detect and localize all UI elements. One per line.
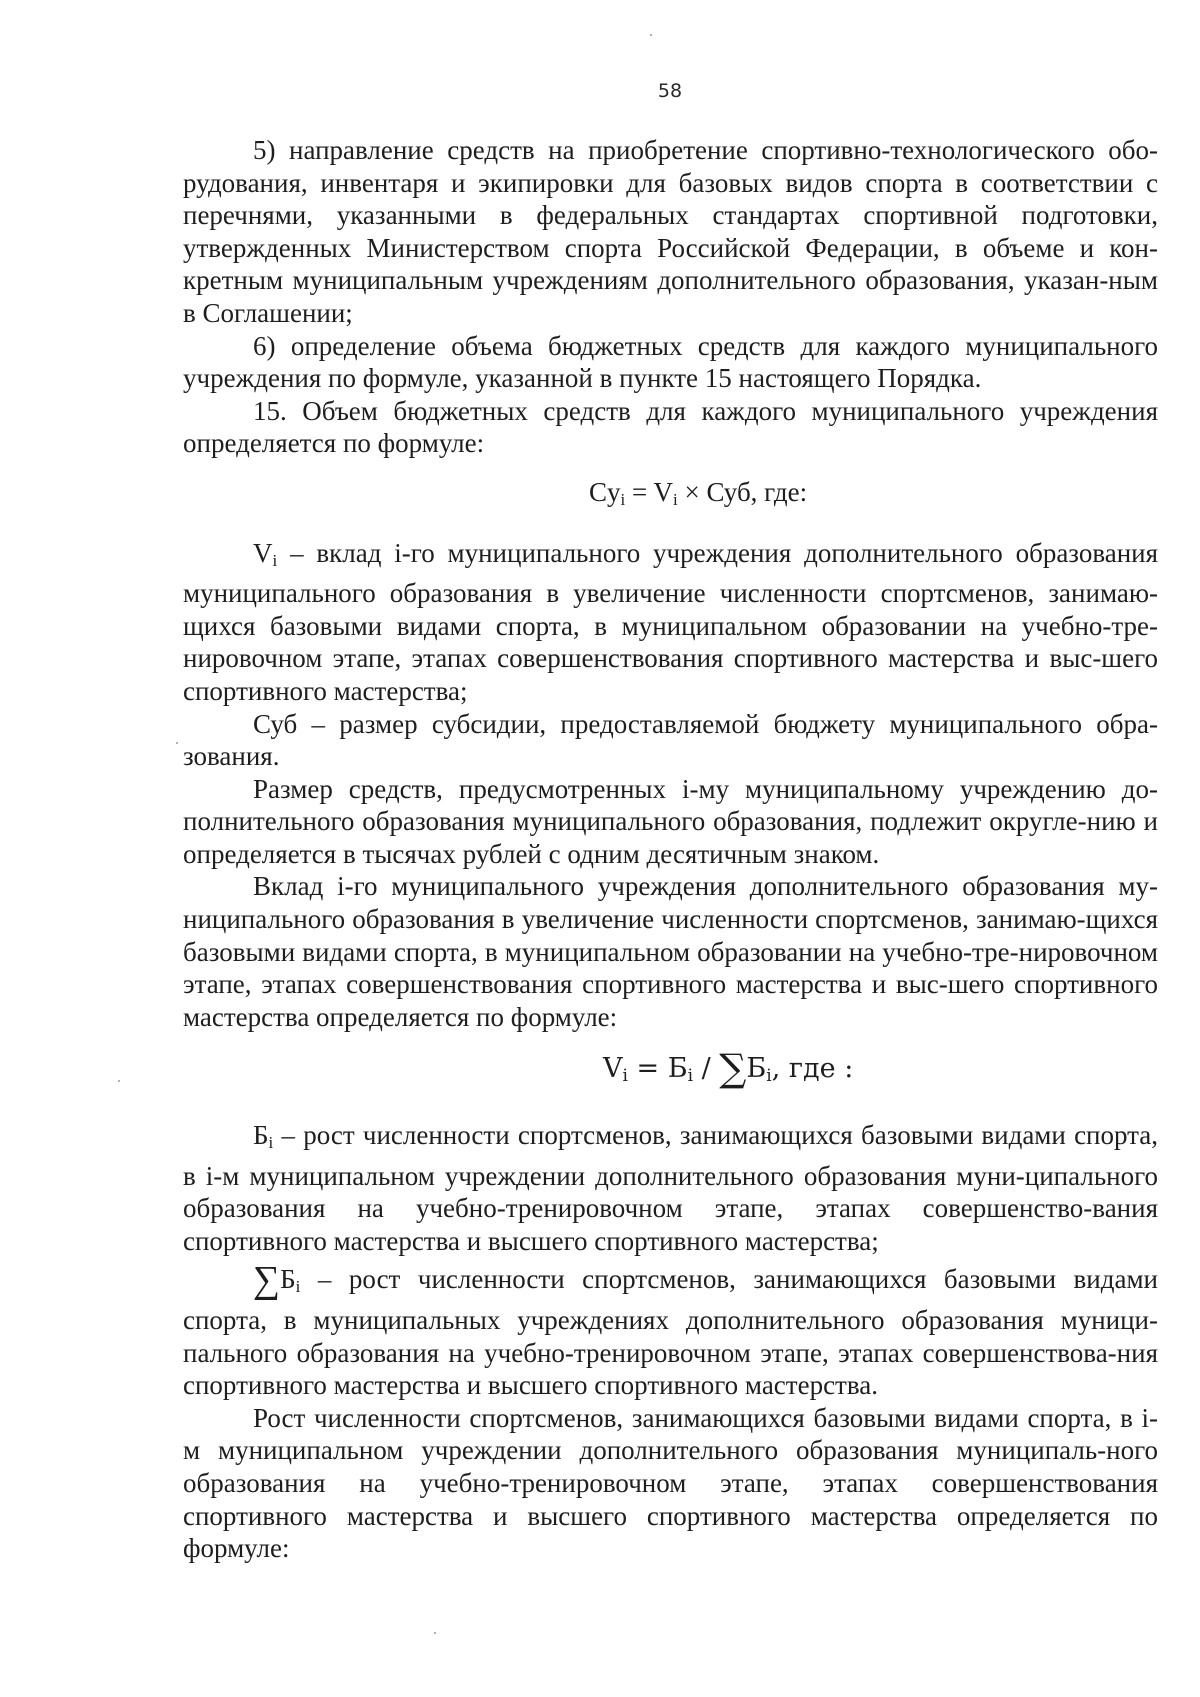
sigma-icon: ∑	[253, 1259, 281, 1302]
paragraph-growth: Рост численности спортсменов, занимающихся базовыми видами спорта, в i-м муниципальном учреждении дополнительного образования муниципаль-ного образования на учебно-тренировочном этапе, этапах совершенствования спортивного мастерства и высшего спортивного мастерства определяется по формуле:	[183, 1402, 1158, 1564]
formula2-b: Б	[667, 1053, 688, 1085]
term-sum-bi-text: – рост численности спортсменов, занимающихся базовыми видами спорта, в муниципальных учреждениях дополнительного образования муници-пального образования на учебно-тренировочном этапе, этапах совершенствова-ния спортивного мастерства и высшего спортивного мастерства.	[183, 1264, 1159, 1401]
scan-speck	[434, 1632, 436, 1634]
term-bi-symbol: Б	[253, 1120, 269, 1151]
formula2-tail: , где :	[771, 1053, 854, 1085]
page-number: 58	[657, 80, 683, 102]
term-bi-subscript: i	[268, 1133, 274, 1153]
formula2-v-subscript: i	[622, 1066, 628, 1087]
formula-lhs: Cy	[589, 476, 621, 507]
document-body	[183, 134, 1158, 1565]
term-vi-subscript: i	[272, 550, 278, 570]
formula2-v: V	[603, 1053, 623, 1085]
term-sum-bi-symbol: Б	[280, 1264, 296, 1295]
paragraph-bi-definition	[183, 1119, 1158, 1257]
formula2-b2: Б	[746, 1053, 767, 1085]
formula2-equals: =	[627, 1053, 668, 1085]
paragraph-sub-definition: Суб – размер субсидии, предоставляемой бюджету муниципального обра-зования.	[183, 708, 1158, 772]
formula2-b2-subscript: i	[766, 1066, 772, 1087]
paragraph-item-5: 5) направление средств на приобретение спортивно-технологического обо-рудования, инвентаря и экипировки для базовых видов спорта в соответствии с перечнями, указанными в федеральных стандартах спортивной подготовки, утвержденных Министерством спорта Российской Федерации, в объеме и кон-кретным муниципальным учреждениям дополнительного образования, указан-ным в Соглашении;	[183, 135, 1158, 328]
scan-speck	[650, 34, 652, 36]
formula2-b-subscript: i	[687, 1066, 694, 1087]
formula-contribution	[183, 1046, 1158, 1093]
term-sum-bi-subscript: i	[295, 1277, 301, 1297]
term-vi-text: – вклад i-го муниципального учреждения дополнительного образования муниципального образования в увеличение численности спортсменов, занимаю-щихся базовыми видами спорта, в муниципальном образовании на учебно-тре-нировочном этапе, этапах совершенствования спортивного мастерства и выс-шего спортивного мастерства;	[183, 537, 1159, 706]
sigma-icon: ∑	[719, 1046, 747, 1091]
paragraph-rounding: Размер средств, предусмотренных i-му муниципальному учреждению до-полнительного образования муниципального образования, подлежит округле-нию и определяется в тысячах рублей с одним десятичным знаком.	[183, 773, 1158, 869]
paragraph-vi-definition	[183, 537, 1158, 708]
paragraph-clause-15: 15. Объем бюджетных средств для каждого муниципального учреждения определяется по формуле:	[183, 395, 1158, 459]
paragraph-sum-bi-definition	[183, 1259, 1159, 1401]
scan-speck	[176, 742, 178, 744]
formula-v-subscript: i	[673, 489, 678, 509]
scan-speck	[118, 1080, 120, 1082]
formula-v: V	[653, 476, 673, 507]
term-vi-symbol: V	[253, 537, 273, 568]
formula-subsidy	[183, 476, 1158, 517]
formula-lhs-subscript: i	[620, 489, 626, 509]
formula-equals: =	[625, 476, 654, 507]
formula-rest: × Суб, где:	[677, 476, 808, 507]
term-bi-text: – рост численности спортсменов, занимающихся базовыми видами спорта, в i-м муниципальном учреждении дополнительного образования муни-ципального образования на учебно-тренировочном этапе, этапах совершенство-вания спортивного мастерства и высшего спортивного мастерства;	[183, 1120, 1159, 1256]
formula2-slash: /	[693, 1053, 720, 1085]
paragraph-contribution: Вклад i-го муниципального учреждения дополнительного образования му-ниципального образования в увеличение численности спортсменов, занимаю-щихся базовыми видами спорта, в муниципальном образовании на учебно-тре-нировочном этапе, этапах совершенствования спортивного мастерства и выс-шего спортивного мастерства определяется по формуле:	[183, 871, 1158, 1032]
paragraph-item-6: 6) определение объема бюджетных средств для каждого муниципального учреждения по формуле, указанной в пункте 15 настоящего Порядка.	[183, 330, 1158, 394]
